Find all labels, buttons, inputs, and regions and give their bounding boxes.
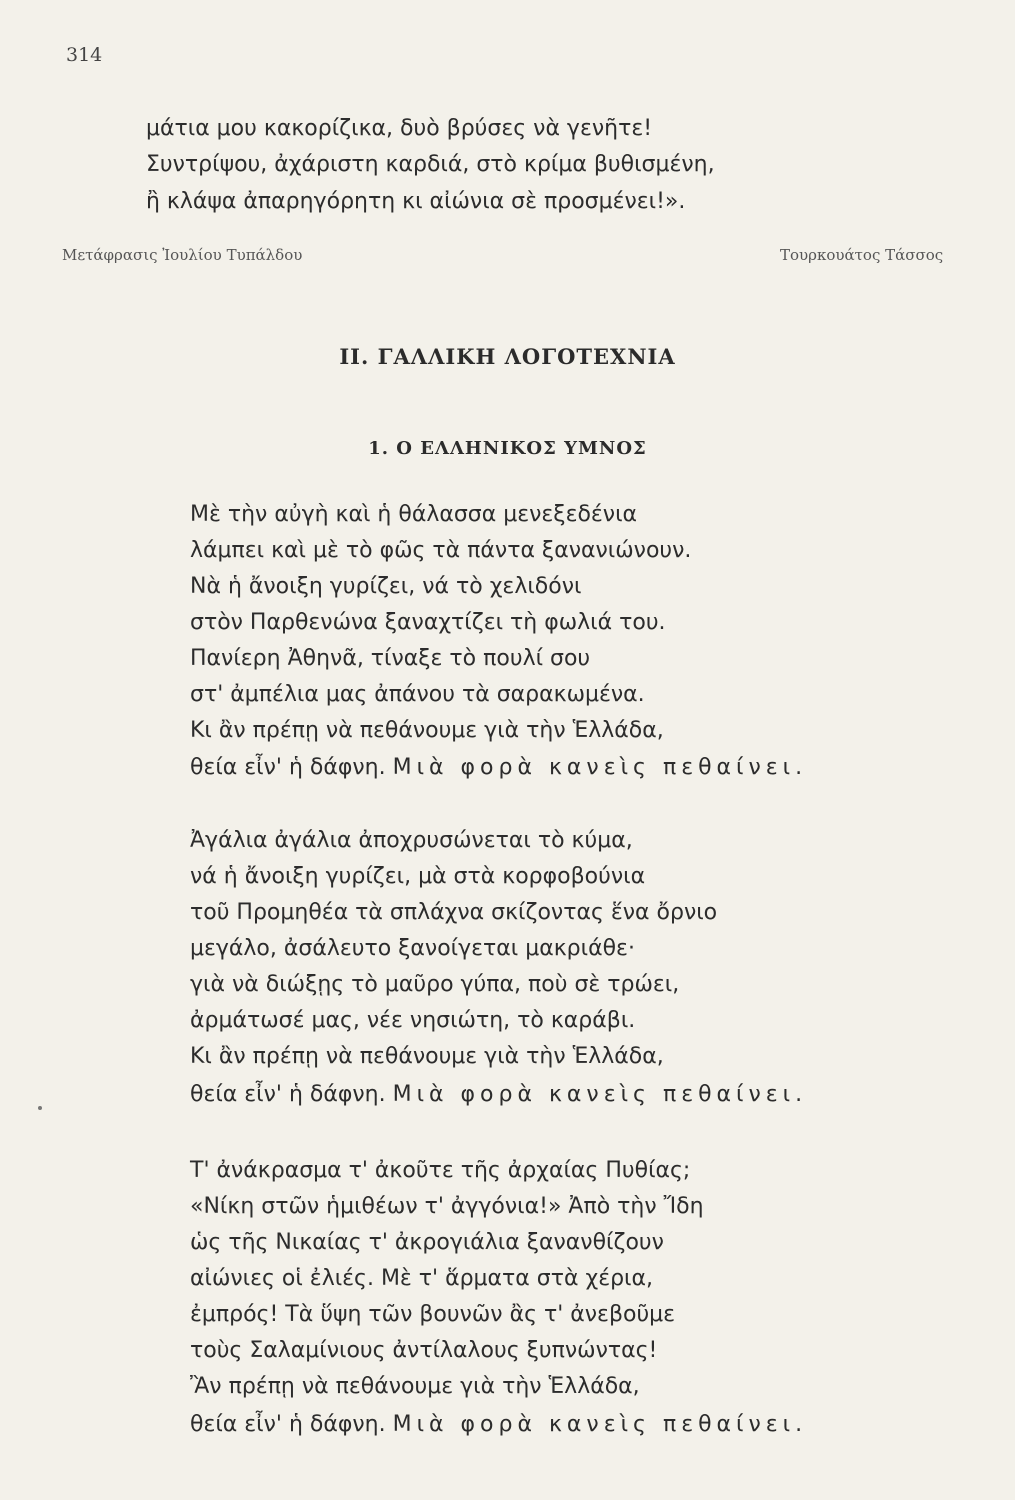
poem-line: «Νίκη στῶν ἡμιθέων τ' ἀγγόνια!» Ἀπὸ τὴν Ἴδη (190, 1194, 704, 1219)
intro-line: ἢ κλάψα ἀπαρηγόρητη κι αἰώνια σὲ προσμένει!». (146, 189, 686, 214)
poem-line: νά ἡ ἄνοιξη γυρίζει, μὰ στὰ κορφοβούνια (190, 864, 646, 889)
intro-line: Συντρίψου, ἀχάριστη καρδιά, στὸ κρίμα βυθισμένη, (146, 152, 715, 177)
poem-line: ὡς τῆς Νικαίας τ' ἀκρογιάλια ξανανθίζουν (190, 1230, 664, 1255)
poem-line: αἰώνιες οἱ ἐλιές. Μὲ τ' ἅρματα στὰ χέρια, (190, 1266, 653, 1291)
poem-line: μεγάλο, ἀσάλευτο ξανοίγεται μακριάθε· (190, 936, 635, 961)
poem-line: τοὺς Σαλαμίνιους ἀντίλαλους ξυπνώντας! (190, 1338, 658, 1363)
refrain-line (190, 1412, 807, 1437)
refrain-line (190, 755, 807, 780)
translator-credit: Μετάφρασις Ἰουλίου Τυπάλδου (62, 246, 303, 264)
page-number: 314 (66, 44, 103, 66)
refrain-line (190, 1082, 807, 1107)
refrain-start: θεία εἶν' ἡ δάφνη. (190, 1082, 386, 1107)
refrain-start: θεία εἶν' ἡ δάφνη. (190, 1412, 386, 1437)
section-title: ΙΙ. ΓΑΛΛΙΚΗ ΛΟΓΟΤΕΧΝΙΑ (339, 344, 676, 369)
poem-line: λάμπει καὶ μὲ τὸ φῶς τὰ πάντα ξανανιώνουν. (190, 538, 692, 563)
poem-line: στὸν Παρθενώνα ξαναχτίζει τὴ φωλιά του. (190, 610, 666, 635)
poem-line: Μὲ τὴν αὐγὴ καὶ ἡ θάλασσα μενεξεδένια (190, 502, 638, 527)
print-speck (38, 1106, 42, 1110)
poem-line: Ἂν πρέπῃ νὰ πεθάνουμε γιὰ τὴν Ἑλλάδα, (190, 1374, 640, 1399)
poem-line: Νὰ ἡ ἄνοιξη γυρίζει, νά τὸ χελιδόνι (190, 574, 582, 599)
poem-line: τοῦ Προμηθέα τὰ σπλάχνα σκίζοντας ἕνα ὄρνιο (190, 900, 718, 925)
author-credit: Τουρκουάτος Τάσσος (780, 246, 944, 264)
poem-line: στ' ἀμπέλια μας ἀπάνου τὰ σαρακωμένα. (190, 682, 645, 707)
refrain-end: Μιὰ φορὰ κανεὶς πεθαίνει. (392, 1082, 808, 1107)
poem-line: γιὰ νὰ διώξῃς τὸ μαῦρο γύπα, ποὺ σὲ τρώει, (190, 972, 680, 997)
poem-line: ἐμπρός! Τὰ ὕψη τῶν βουνῶν ἂς τ' ἀνεβοῦμε (190, 1302, 676, 1327)
poem-line: Τ' ἀνάκρασμα τ' ἀκοῦτε τῆς ἀρχαίας Πυθίας; (190, 1158, 691, 1183)
poem-title: 1. Ο ΕΛΛΗΝΙΚΟΣ ΥΜΝΟΣ (368, 438, 647, 459)
refrain-start: θεία εἶν' ἡ δάφνη. (190, 755, 386, 780)
poem-line: Κι ἂν πρέπῃ νὰ πεθάνουμε γιὰ τὴν Ἑλλάδα, (190, 718, 664, 743)
poem-line: Ἀγάλια ἀγάλια ἀποχρυσώνεται τὸ κύμα, (190, 828, 633, 853)
refrain-end: Μιὰ φορὰ κανεὶς πεθαίνει. (392, 1412, 808, 1437)
intro-line: μάτια μου κακορίζικα, δυὸ βρύσες νὰ γενῆτε! (146, 116, 653, 141)
refrain-end: Μιὰ φορὰ κανεὶς πεθαίνει. (392, 755, 808, 780)
poem-line: Πανίερη Ἀθηνᾶ, τίναξε τὸ πουλί σου (190, 646, 591, 671)
poem-line: ἀρμάτωσέ μας, νέε νησιώτη, τὸ καράβι. (190, 1008, 636, 1033)
poem-line: Κι ἂν πρέπῃ νὰ πεθάνουμε γιὰ τὴν Ἑλλάδα, (190, 1044, 664, 1069)
